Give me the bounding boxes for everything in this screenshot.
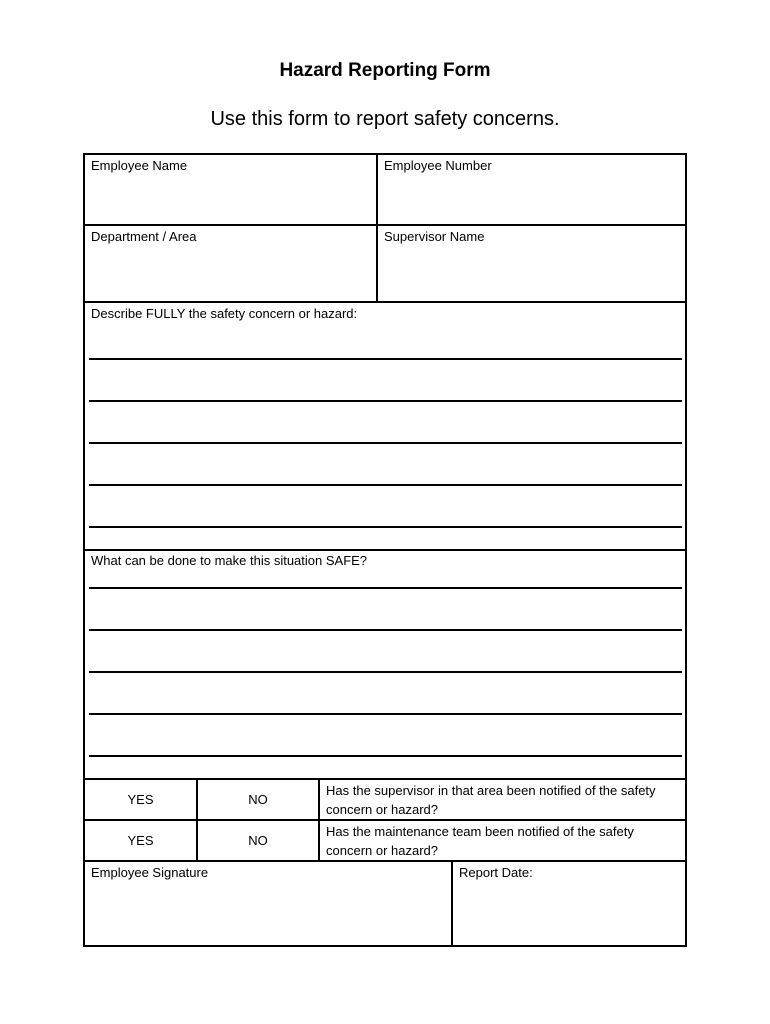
supervisor-notified-question: Has the supervisor in that area been notified of the safety concern or hazard?: [326, 783, 656, 817]
safe-line-5[interactable]: [89, 755, 682, 757]
describe-hazard-section: [83, 301, 687, 551]
supervisor-name-label: Supervisor Name: [384, 229, 485, 244]
form-subtitle: Use this form to report safety concerns.: [210, 108, 560, 130]
make-safe-section: [83, 549, 687, 780]
employee-signature-cell[interactable]: [83, 860, 453, 947]
department-area-cell[interactable]: [83, 224, 378, 303]
maintenance-notified-question: Has the maintenance team been notified of the safety concern or hazard?: [326, 824, 634, 858]
safe-line-4[interactable]: [89, 713, 682, 715]
supervisor-notified-yes[interactable]: YES: [127, 792, 154, 807]
maintenance-notified-no[interactable]: NO: [248, 833, 268, 848]
describe-line-5[interactable]: [89, 526, 682, 528]
safe-line-2[interactable]: [89, 629, 682, 631]
safe-line-3[interactable]: [89, 671, 682, 673]
form-title: Hazard Reporting Form: [279, 60, 491, 81]
describe-line-4[interactable]: [89, 484, 682, 486]
describe-line-3[interactable]: [89, 442, 682, 444]
report-date-cell[interactable]: [451, 860, 687, 947]
report-date-label: Report Date:: [459, 865, 533, 880]
department-area-label: Department / Area: [91, 229, 197, 244]
make-safe-label: What can be done to make this situation SAFE?: [91, 553, 368, 568]
supervisor-name-cell[interactable]: [376, 224, 687, 303]
employee-signature-label: Employee Signature: [91, 865, 209, 880]
describe-line-1[interactable]: [89, 358, 682, 360]
describe-line-2[interactable]: [89, 400, 682, 402]
employee-name-label: Employee Name: [91, 158, 188, 173]
supervisor-notified-no[interactable]: NO: [248, 792, 268, 807]
maintenance-notified-yes[interactable]: YES: [127, 833, 154, 848]
safe-line-1[interactable]: [89, 587, 682, 589]
employee-name-cell[interactable]: [83, 153, 378, 226]
employee-number-cell[interactable]: [376, 153, 687, 226]
employee-number-label: Employee Number: [384, 158, 492, 173]
describe-hazard-label: Describe FULLY the safety concern or hazard:: [91, 306, 358, 321]
